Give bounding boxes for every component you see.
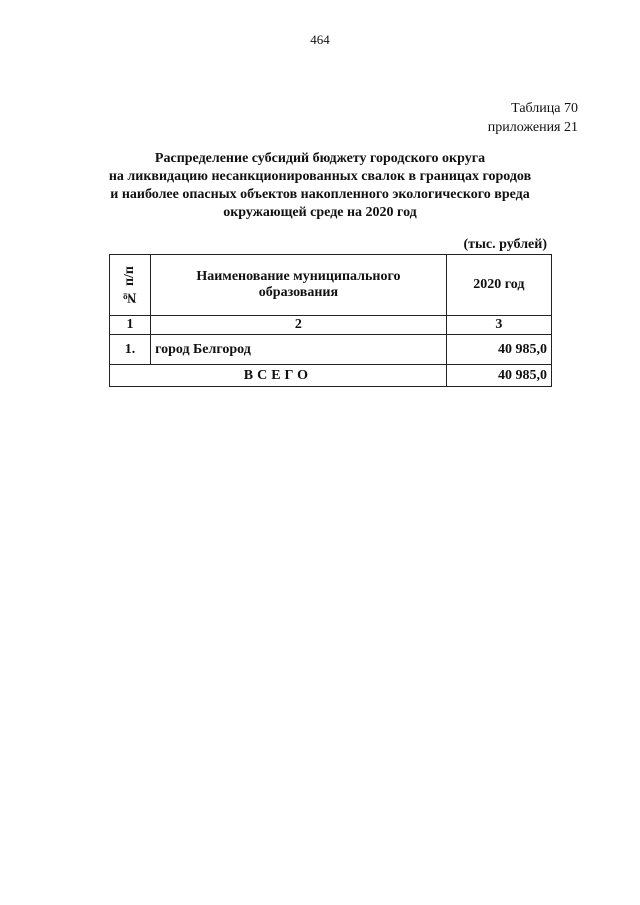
title-line-1: Распределение субсидий бюджету городского округа bbox=[154, 151, 486, 166]
header-number bbox=[110, 255, 151, 316]
table-number: Таблица 70 bbox=[511, 101, 578, 116]
total-value: 40 985,0 bbox=[446, 365, 551, 387]
appendix-reference: приложения 21 bbox=[487, 120, 578, 135]
table-row bbox=[110, 335, 552, 365]
title-line-3: и наиболее опасных объектов накопленного экологического вреда bbox=[110, 187, 530, 202]
table-header-row bbox=[110, 255, 552, 316]
document-title bbox=[80, 150, 560, 222]
title-line-2: на ликвидацию несанкционированных свалок в границах городов bbox=[108, 169, 532, 184]
title-line-4: окружающей среде на 2020 год bbox=[223, 205, 417, 220]
page-number: 464 bbox=[310, 32, 330, 47]
column-index-1: 1 bbox=[110, 316, 151, 335]
row-name: город Белгород bbox=[151, 335, 447, 365]
subsidy-table bbox=[109, 254, 552, 387]
column-index-3: 3 bbox=[446, 316, 551, 335]
total-label: ВСЕГО bbox=[110, 365, 447, 387]
row-value: 40 985,0 bbox=[446, 335, 551, 365]
table-reference bbox=[488, 99, 578, 137]
header-name: Наименование муниципального образования bbox=[151, 255, 447, 316]
column-index-2: 2 bbox=[151, 316, 447, 335]
total-row bbox=[110, 365, 552, 387]
header-number-label: № п/п bbox=[122, 265, 138, 305]
column-index-row bbox=[110, 316, 552, 335]
row-number: 1. bbox=[110, 335, 151, 365]
header-value: 2020 год bbox=[446, 255, 551, 316]
unit-label: (тыс. рублей) bbox=[463, 237, 547, 252]
